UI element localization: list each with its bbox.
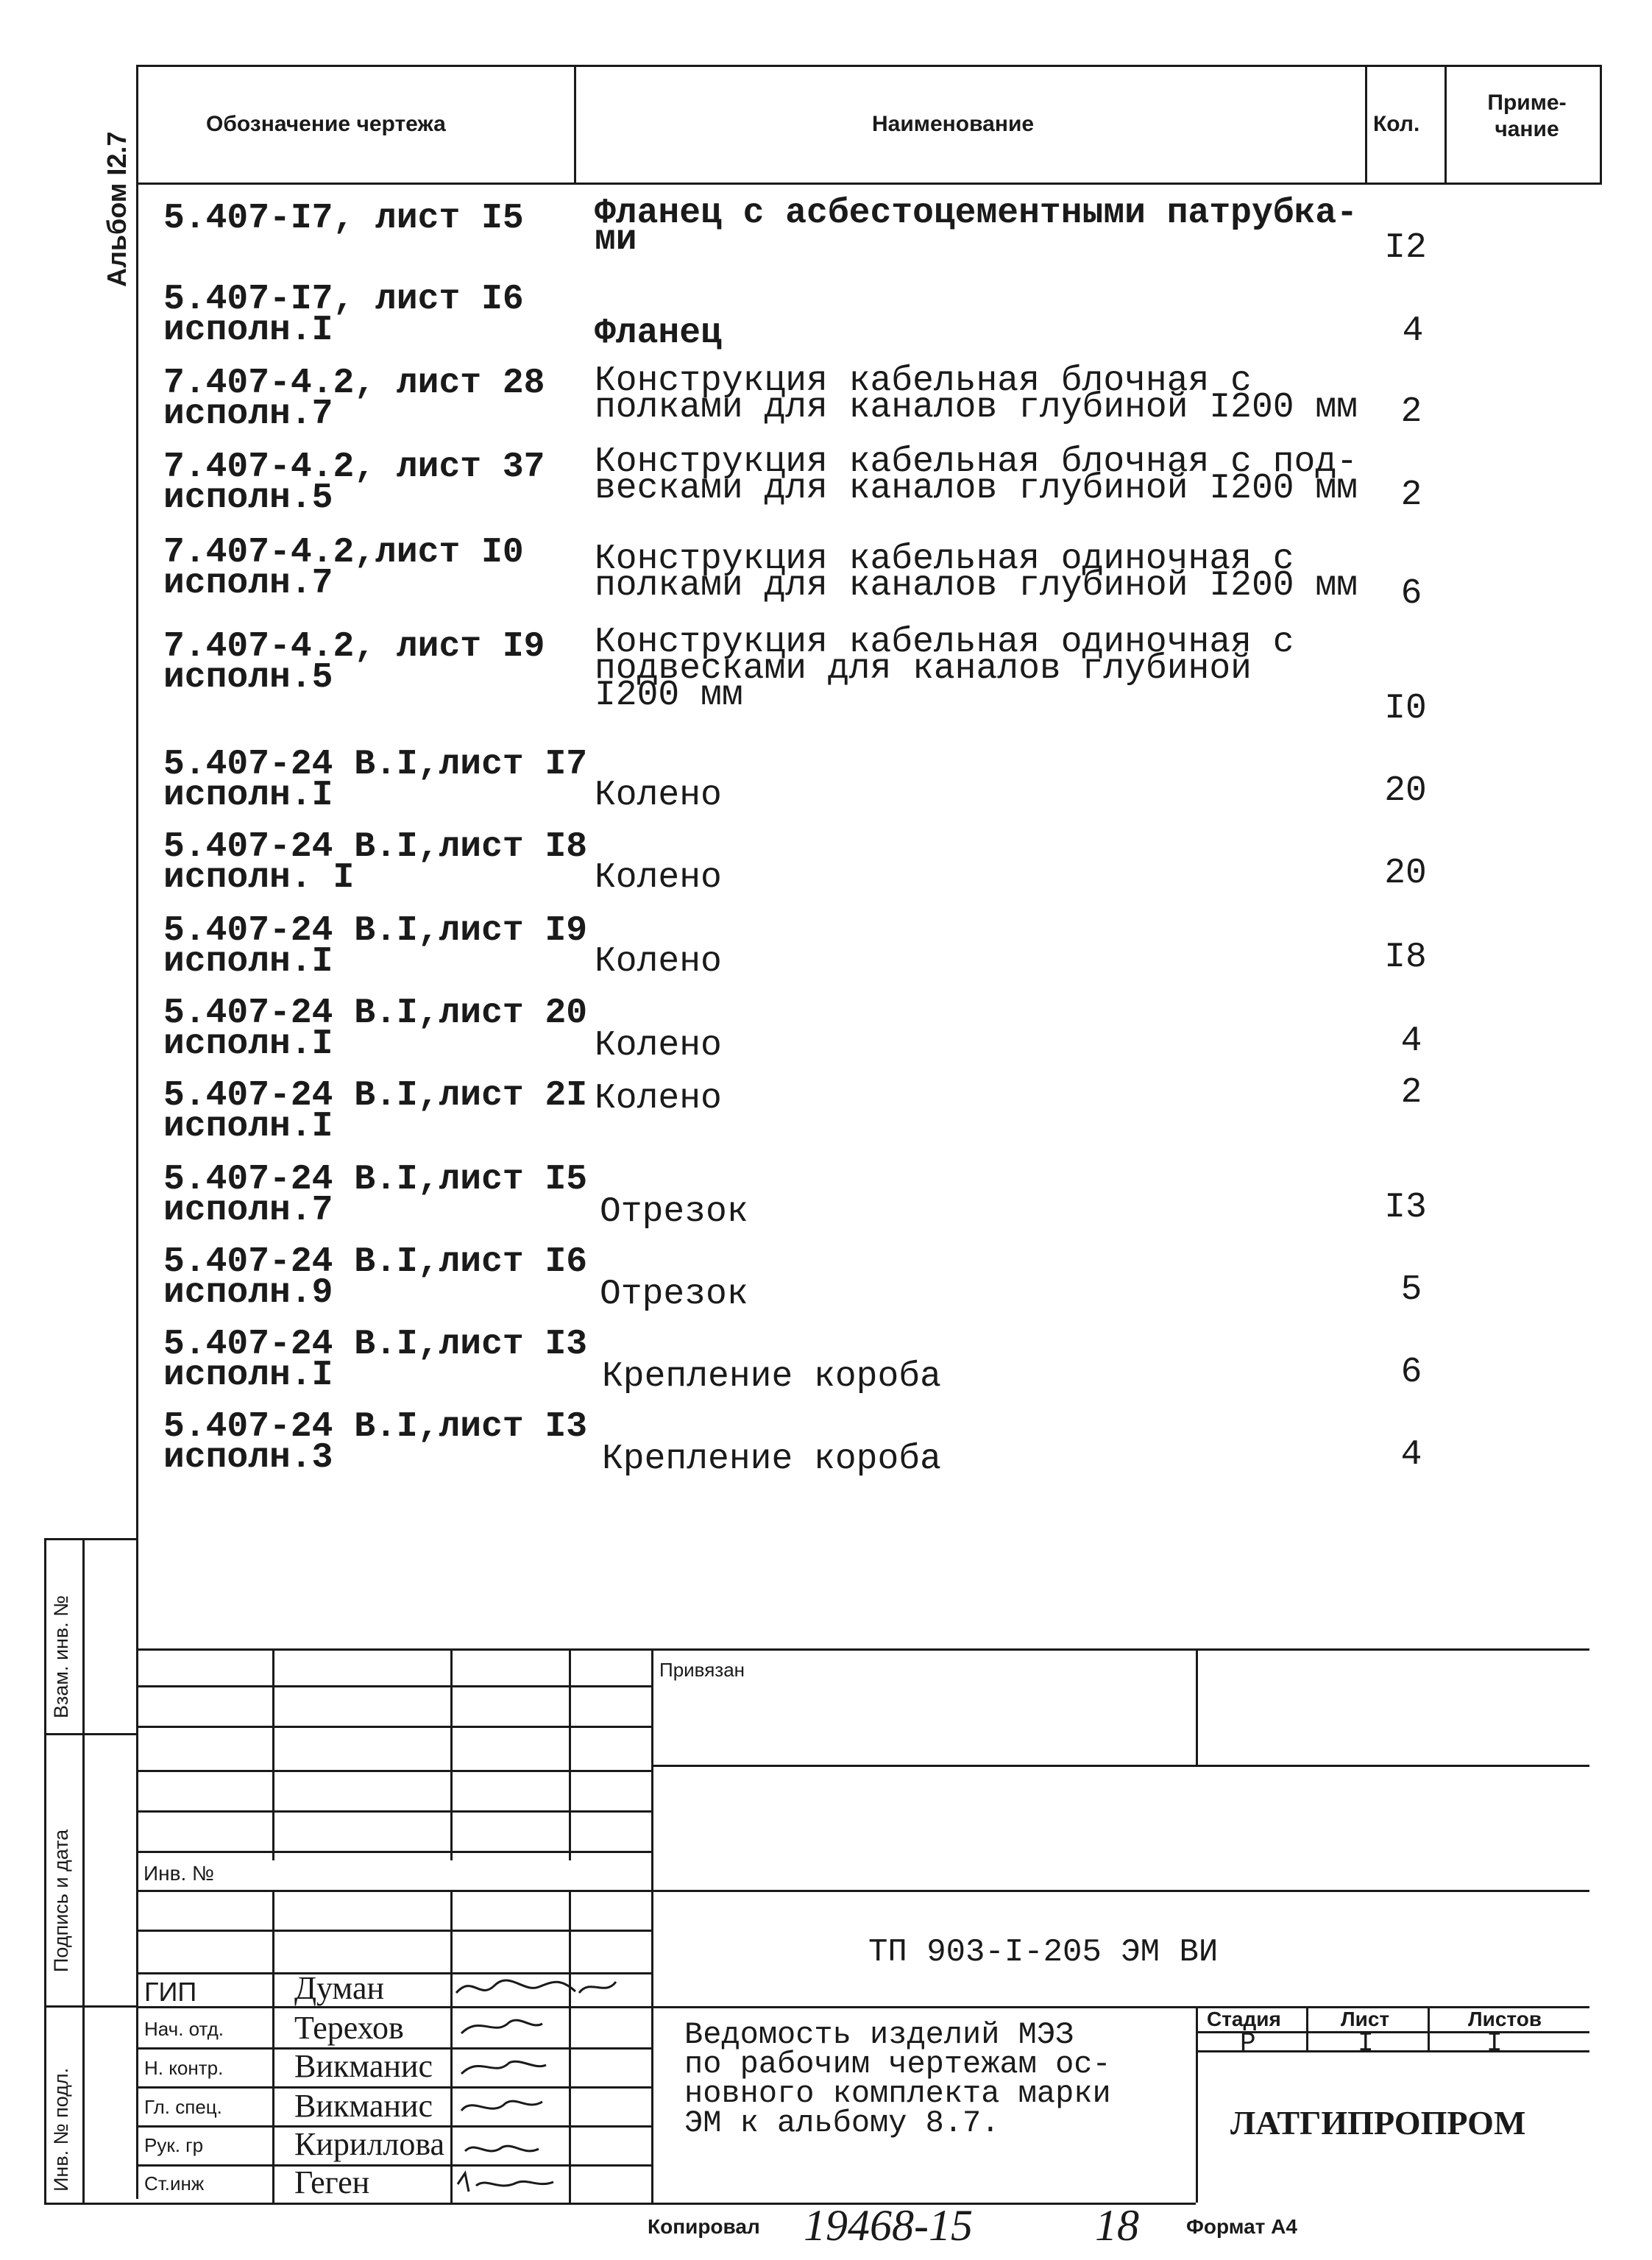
- list-value: I: [1358, 2028, 1374, 2058]
- stamp-row-line-1: [136, 1685, 651, 1687]
- name-gip: Думан: [294, 1970, 385, 2006]
- row-12-qty: I3: [1384, 1188, 1427, 1228]
- stamp-v-2a: [450, 1648, 453, 1860]
- side-label-vzam-inv: Взам. инв. №: [50, 1595, 72, 1718]
- row-6-designation: 7.407-4.2, лист I9 исполн.5: [163, 627, 545, 698]
- row-8-qty: 20: [1384, 854, 1427, 893]
- stamp-row-line-4: [136, 1810, 651, 1813]
- row-9-name: Колено: [595, 942, 722, 982]
- side-line-2: [44, 1733, 138, 1735]
- stamp-v-list: [1428, 2006, 1430, 2050]
- stamp-v-3a: [569, 1648, 571, 1860]
- side-strip-mid: [82, 1538, 85, 2204]
- frame-right-top: [1600, 65, 1602, 183]
- role-gl-spec: Гл. спец.: [144, 2096, 222, 2118]
- stamp-row-line-3: [136, 1770, 651, 1772]
- row-13-name: Отрезок: [600, 1275, 748, 1314]
- header-designation: Обозначение чертежа: [206, 112, 446, 136]
- row-7-designation: 5.407-24 В.I,лист I7 исполн.I: [163, 745, 588, 815]
- side-label-podpis-data: Подпись и дата: [50, 1829, 72, 1972]
- stamp-v-stadia: [1306, 2006, 1308, 2050]
- row-2-designation: 5.407-I7, лист I6 исполн.I: [163, 280, 524, 350]
- name-nach-otd: Терехов: [294, 2010, 404, 2046]
- name-gl-spec: Викманис: [294, 2088, 433, 2124]
- row-10-qty: 4: [1400, 1021, 1422, 1061]
- frame-left: [136, 65, 138, 2199]
- listov-label: Листов: [1468, 2008, 1542, 2030]
- album-label: Альбом I2.7: [102, 131, 132, 287]
- stadia-value: Р: [1240, 2028, 1256, 2058]
- col-sep-2: [1365, 65, 1367, 183]
- row-10-name: Колено: [595, 1026, 722, 1066]
- inv-no-label: Инв. №: [143, 1862, 215, 1885]
- row-5-name: Конструкция кабельная одиночная с полками для каналов глубиной I200 мм: [595, 539, 1358, 606]
- frame-top: [136, 65, 1602, 67]
- document-title: Ведомость изделий МЭЗ по рабочим чертежам ос- новного комплекта марки ЭМ к альбому 8.7.: [684, 2017, 1111, 2141]
- row-4-designation: 7.407-4.2, лист 37 исполн.5: [163, 447, 545, 518]
- stamp-v-title: [1196, 2006, 1198, 2203]
- row-15-name: Крепление короба: [602, 1439, 941, 1479]
- row-4-name: Конструкция кабельная блочная с под- весками для каналов глубиной I200 мм: [595, 442, 1358, 509]
- row-2-name: Фланец: [595, 314, 722, 353]
- row-5-qty: 6: [1400, 574, 1422, 614]
- row-10-designation: 5.407-24 В.I,лист 20 исполн.I: [163, 993, 588, 1064]
- row-7-name: Колено: [595, 776, 722, 815]
- row-1-qty: I2: [1384, 228, 1427, 268]
- kopiroval-label: Копировал: [648, 2215, 760, 2238]
- side-line-1: [44, 1538, 138, 1540]
- col-sep-1: [574, 65, 576, 183]
- row-11-designation: 5.407-24 В.I,лист 2I исполн.I: [163, 1076, 588, 1147]
- header-bottom-line: [136, 183, 1602, 185]
- sheet-number: 18: [1095, 2201, 1139, 2250]
- organization-name: ЛАТГИПРОПРОМ: [1230, 2104, 1526, 2142]
- row-9-designation: 5.407-24 В.I,лист I9 исполн.I: [163, 911, 588, 982]
- copy-number: 19468-15: [804, 2201, 973, 2250]
- stamp-row-line-2: [136, 1726, 651, 1728]
- row-7-qty: 20: [1384, 771, 1427, 811]
- row-3-designation: 7.407-4.2, лист 28 исполн.7: [163, 364, 545, 434]
- stamp-row-line-6: [136, 1890, 1589, 1892]
- stamp-row-line-7: [136, 1930, 651, 1932]
- role-n-kontr: Н. контр.: [144, 2057, 224, 2079]
- col-sep-3: [1444, 65, 1447, 183]
- format-label: Формат А4: [1186, 2215, 1297, 2238]
- stamp-row-line-5: [136, 1851, 651, 1853]
- name-n-kontr: Викманис: [294, 2048, 433, 2084]
- row-12-designation: 5.407-24 В.I,лист I5 исполн.7: [163, 1160, 588, 1230]
- side-strip-left: [44, 1538, 46, 2204]
- row-12-name: Отрезок: [600, 1192, 748, 1232]
- header-note: Приме- чание: [1487, 91, 1567, 141]
- row-15-qty: 4: [1400, 1435, 1422, 1475]
- row-14-qty: 6: [1400, 1353, 1422, 1392]
- row-5-designation: 7.407-4.2,лист I0 исполн.7: [163, 533, 524, 603]
- row-13-qty: 5: [1400, 1270, 1422, 1310]
- header-name: Наименование: [872, 112, 1035, 136]
- side-label-inv-podl: Инв. № подл.: [50, 2067, 72, 2192]
- row-9-qty: I8: [1384, 938, 1427, 977]
- name-ruk-gr: Кириллова: [294, 2126, 445, 2162]
- role-ruk-gr: Рук. гр: [144, 2134, 204, 2156]
- doc-code: ТП 903-I-205 ЭМ ВИ: [868, 1934, 1219, 1971]
- name-st-inzh: Геген: [294, 2164, 370, 2200]
- row-6-name: Конструкция кабельная одиночная с подвесками для каналов глубиной I200 мм: [595, 623, 1294, 715]
- row-11-qty: 2: [1400, 1073, 1422, 1113]
- stadia-label: Стадия: [1207, 2008, 1281, 2030]
- row-8-name: Колено: [595, 858, 722, 898]
- row-15-designation: 5.407-24 В.I,лист I3 исполн.3: [163, 1407, 588, 1478]
- row-8-designation: 5.407-24 В.I,лист I8 исполн. I: [163, 827, 588, 898]
- row-13-designation: 5.407-24 В.I,лист I6 исполн.9: [163, 1242, 588, 1313]
- stamp-top-line: [136, 1648, 1589, 1651]
- row-14-designation: 5.407-24 В.I,лист I3 исполн.I: [163, 1325, 588, 1395]
- listov-value: I: [1486, 2028, 1503, 2058]
- role-nach-otd: Нач. отд.: [144, 2018, 224, 2040]
- stamp-v-4: [651, 1648, 653, 2203]
- row-1-designation: 5.407-I7, лист I5: [163, 199, 524, 238]
- side-line-4: [44, 2203, 138, 2205]
- row-14-name: Крепление короба: [602, 1357, 941, 1397]
- stamp-privyazan-bottom: [651, 1765, 1589, 1767]
- row-11-name: Колено: [595, 1079, 722, 1119]
- list-label: Лист: [1341, 2008, 1390, 2030]
- stamp-v-1b: [272, 1890, 274, 2203]
- signatures-drawing: [450, 1971, 642, 2203]
- role-st-inzh: Ст.инж: [144, 2172, 205, 2195]
- row-3-name: Конструкция кабельная блочная с полками для каналов глубиной I200 мм: [595, 361, 1358, 428]
- role-gip: ГИП: [144, 1977, 197, 2007]
- header-qty: Кол.: [1373, 112, 1420, 136]
- row-4-qty: 2: [1400, 475, 1422, 515]
- stamp-v-privyazan: [1196, 1648, 1198, 1766]
- row-6-qty: I0: [1384, 689, 1427, 729]
- privyazan-label: Привязан: [659, 1659, 745, 1681]
- stamp-v-1a: [272, 1648, 274, 1860]
- row-3-qty: 2: [1400, 392, 1422, 432]
- row-2-qty: 4: [1402, 311, 1424, 351]
- row-1-name: Фланец с асбестоцементными патрубка- ми: [595, 194, 1358, 260]
- stamp-bottom-line: [136, 2203, 1196, 2205]
- side-line-3: [44, 2005, 138, 2008]
